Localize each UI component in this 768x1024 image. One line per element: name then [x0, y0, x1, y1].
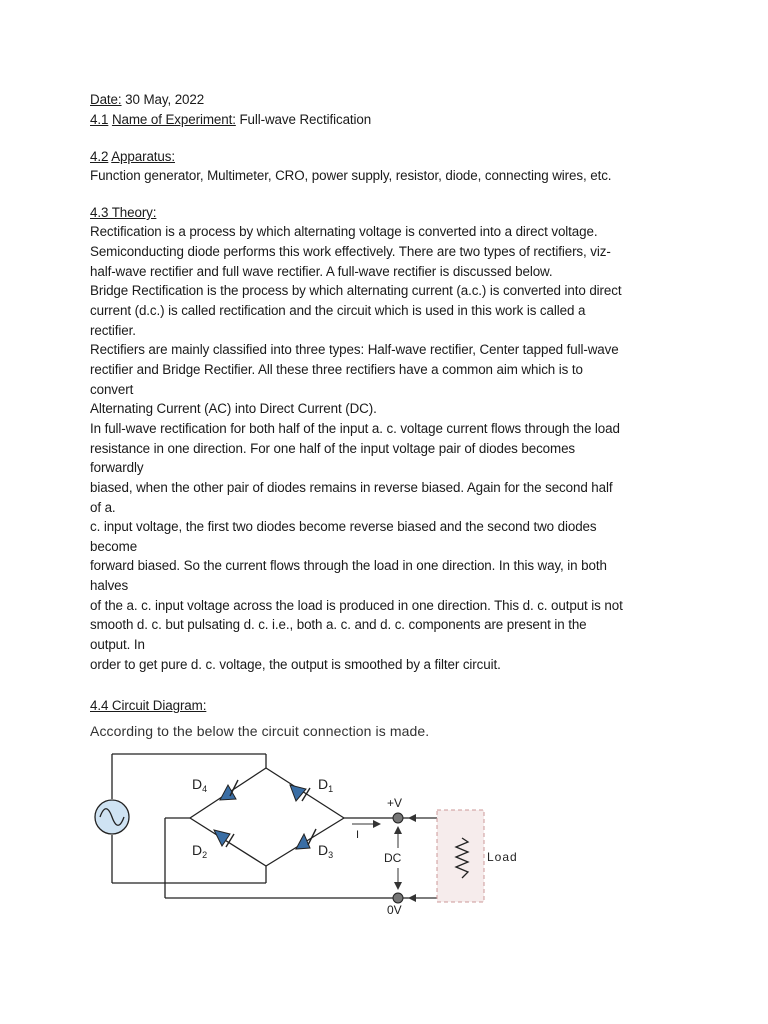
circuit-wires — [112, 754, 462, 898]
theory-line: resistance in one direction. For one half of the input voltage pair of diodes becomes — [90, 441, 576, 456]
label-d3: $D_3$ — [318, 842, 334, 860]
date-value: 30 May, 2022 — [121, 92, 205, 107]
theory-line: of a. — [90, 500, 116, 515]
diode-d4-icon — [220, 780, 238, 800]
circuit-heading: 4.4 Circuit Diagram: — [90, 698, 207, 713]
label-d4: $D_4$ — [192, 776, 208, 794]
theory-line: become — [90, 539, 138, 554]
theory-line: In full-wave rectification for both half of the input a. c. voltage current flows through the load — [90, 421, 620, 436]
load-box — [437, 810, 484, 902]
ground-terminal — [393, 893, 403, 903]
label-plus-v: +V — [387, 796, 403, 810]
experiment-number: 4.1 — [90, 112, 109, 127]
diode-d1-icon — [290, 785, 310, 801]
theory-line: Alternating Current (AC) into Direct Current (DC). — [90, 401, 377, 416]
theory-line: output. In — [90, 637, 145, 652]
experiment-name: Full-wave Rectification — [235, 112, 372, 127]
theory-line: of the a. c. input voltage across the load is produced in one direction. This d. c. output is not — [90, 598, 623, 613]
theory-line: rectifier and Bridge Rectifier. All these three rectifiers have a common aim which is to — [90, 362, 583, 377]
positive-terminal — [393, 813, 403, 823]
theory-line: biased, when the other pair of diodes remains in reverse biased. Again for the second half — [90, 480, 613, 495]
theory-line: forward biased. So the current flows through the load in one direction. In this way, in both — [90, 558, 607, 573]
theory-line: half-wave rectifier and full wave rectifier. A full-wave rectifier is discussed below. — [90, 264, 553, 279]
label-dc: DC — [384, 851, 402, 865]
label-load: Load — [487, 850, 518, 864]
theory-heading: 4.3 Theory: — [90, 205, 157, 220]
theory-line: order to get pure d. c. voltage, the output is smoothed by a filter circuit. — [90, 657, 501, 672]
theory-line: c. input voltage, the first two diodes become reverse biased and the second two diodes — [90, 519, 597, 534]
theory-line: current (d.c.) is called rectification and the circuit which is used in this work is called a — [90, 303, 586, 318]
experiment-label: Name of Experiment: — [111, 112, 236, 127]
apparatus-text: Function generator, Multimeter, CRO, power supply, resistor, diode, connecting wires, etc. — [90, 168, 612, 183]
label-d2: $D_2$ — [192, 842, 208, 860]
theory-line: Rectification is a process by which alternating voltage is converted into a direct voltage. — [90, 224, 598, 239]
apparatus-number: 4.2 — [90, 149, 109, 164]
apparatus-label: Apparatus: — [111, 149, 175, 164]
theory-line: halves — [90, 578, 129, 593]
theory-line: convert — [90, 382, 134, 397]
theory-line: Rectifiers are mainly classified into three types: Half-wave rectifier, Center tapped full-wave — [90, 342, 619, 357]
theory-line: Semiconducting diode performs this work effectively. There are two types of rectifiers, viz- — [90, 244, 611, 259]
diode-d3-icon — [296, 829, 316, 849]
theory-line: rectifier. — [90, 323, 136, 338]
theory-line: Bridge Rectification is the process by which alternating current (a.c.) is converted into direct — [90, 283, 622, 298]
date-label: Date: — [90, 92, 122, 107]
label-d1: $D_1$ — [318, 776, 334, 794]
label-zero-v: 0V — [387, 903, 402, 917]
circuit-intro: According to the below the circuit connection is made. — [90, 723, 430, 739]
label-current: I — [356, 829, 360, 841]
theory-line: forwardly — [90, 460, 144, 475]
theory-line: smooth d. c. but pulsating d. c. i.e., both a. c. and d. c. components are present in the — [90, 617, 587, 632]
